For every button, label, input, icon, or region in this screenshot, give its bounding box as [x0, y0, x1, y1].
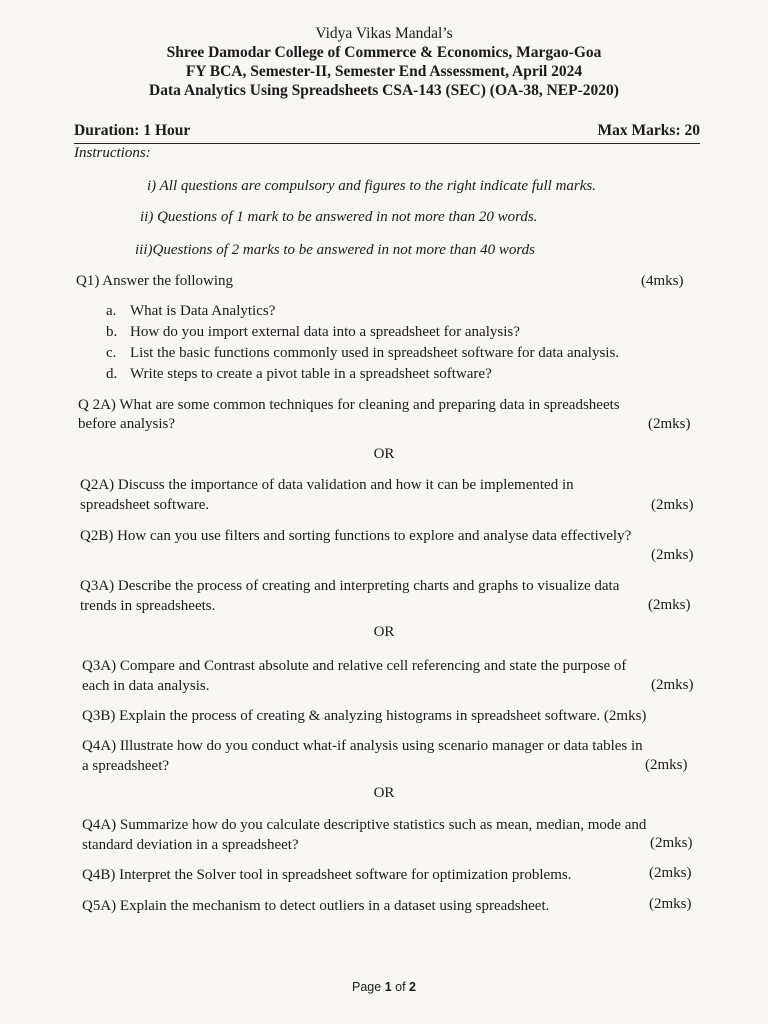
- q2a-1-line1: Q 2A) What are some common techniques for cleaning and preparing data in spreadsheets: [78, 397, 620, 413]
- q1-item-label: a.: [106, 303, 117, 319]
- q4a-1-marks: (2mks): [645, 757, 688, 773]
- q4a-2-line2: standard deviation in a spreadsheet?: [82, 837, 299, 853]
- q4a-1-line1: Q4A) Illustrate how do you conduct what-if analysis using scenario manager or data tables in: [82, 738, 643, 754]
- page-footer: [0, 980, 768, 994]
- of-word: of: [395, 980, 406, 994]
- q1-item-c: [106, 345, 619, 362]
- or-separator: OR: [373, 624, 395, 640]
- q1-item-label: c.: [106, 345, 117, 361]
- q3a-1-line2: trends in spreadsheets.: [80, 598, 216, 614]
- q2a-2-line2: spreadsheet software.: [80, 497, 210, 513]
- q2a-2-marks: (2mks): [651, 497, 694, 513]
- q1-item-text: How do you import external data into a spreadsheet for analysis?: [130, 324, 520, 340]
- q3a-2-line1: Q3A) Compare and Contrast absolute and relative cell referencing and state the purpose of: [82, 658, 627, 674]
- or-separator: OR: [373, 785, 395, 801]
- q1-item-label: d.: [106, 366, 118, 382]
- q3a-2-marks: (2mks): [651, 677, 694, 693]
- q4a-2-marks: (2mks): [650, 835, 693, 851]
- instruction-2: ii) Questions of 1 mark to be answered in not more than 20 words.: [140, 209, 538, 225]
- q2a-1-line2: before analysis?: [78, 416, 176, 432]
- q1-text: Q1) Answer the following: [76, 273, 234, 289]
- exam-header: [0, 24, 768, 100]
- q3a-1-marks: (2mks): [648, 597, 691, 613]
- q2a-1-marks: (2mks): [648, 416, 691, 432]
- q4b-line1: Q4B) Interpret the Solver tool in spreadsheet software for optimization problems.: [82, 867, 572, 883]
- instructions-title: Instructions:: [74, 145, 151, 161]
- max-marks: Max Marks: 20: [597, 122, 700, 139]
- q3b-line1: Q3B) Explain the process of creating & analyzing histograms in spreadsheet software. (2mks): [82, 708, 647, 724]
- instruction-1: i) All questions are compulsory and figures to the right indicate full marks.: [147, 178, 596, 194]
- page-total: 2: [409, 980, 416, 994]
- q2a-2-line1: Q2A) Discuss the importance of data validation and how it can be implemented in: [80, 477, 574, 493]
- q1-item-label: b.: [106, 324, 118, 340]
- course-title: Data Analytics Using Spreadsheets CSA-143 (SEC) (OA-38, NEP-2020): [149, 82, 619, 99]
- q4a-2-line1: Q4A) Summarize how do you calculate descriptive statistics such as mean, median, mode and: [82, 817, 647, 833]
- q3a-1-line1: Q3A) Describe the process of creating and interpreting charts and graphs to visualize data: [80, 578, 620, 594]
- q1-item-text: Write steps to create a pivot table in a spreadsheet software?: [130, 366, 492, 382]
- college-name: Shree Damodar College of Commerce & Economics, Margao-Goa: [166, 44, 602, 61]
- q1-item-text: List the basic functions commonly used in spreadsheet software for data analysis.: [130, 345, 620, 361]
- q5a-line1: Q5A) Explain the mechanism to detect outliers in a dataset using spreadsheet.: [82, 898, 550, 914]
- exam-session: FY BCA, Semester-II, Semester End Assessment, April 2024: [185, 63, 583, 80]
- header-divider: [74, 143, 700, 144]
- q1-item-a: [106, 303, 275, 320]
- q2b-line1: Q2B) How can you use filters and sorting functions to explore and analyse data effectively?: [80, 528, 632, 544]
- page-word: Page: [352, 980, 382, 994]
- q1-item-b: [106, 324, 520, 341]
- q1-marks: (4mks): [641, 273, 684, 289]
- trust-name: Vidya Vikas Mandal’s: [315, 25, 453, 42]
- or-separator: OR: [373, 446, 395, 462]
- q3a-2-line2: each in data analysis.: [82, 678, 210, 694]
- instruction-3: iii)Questions of 2 marks to be answered in not more than 40 words: [135, 242, 535, 258]
- page-number: 1: [384, 980, 392, 994]
- q2b-marks: (2mks): [651, 547, 694, 563]
- q4b-marks: (2mks): [649, 865, 692, 881]
- duration: Duration: 1 Hour: [74, 122, 191, 139]
- q1-item-text: What is Data Analytics?: [130, 303, 276, 319]
- q4a-1-line2: a spreadsheet?: [82, 758, 170, 774]
- q5a-marks: (2mks): [649, 896, 692, 912]
- q1-item-d: [106, 366, 492, 383]
